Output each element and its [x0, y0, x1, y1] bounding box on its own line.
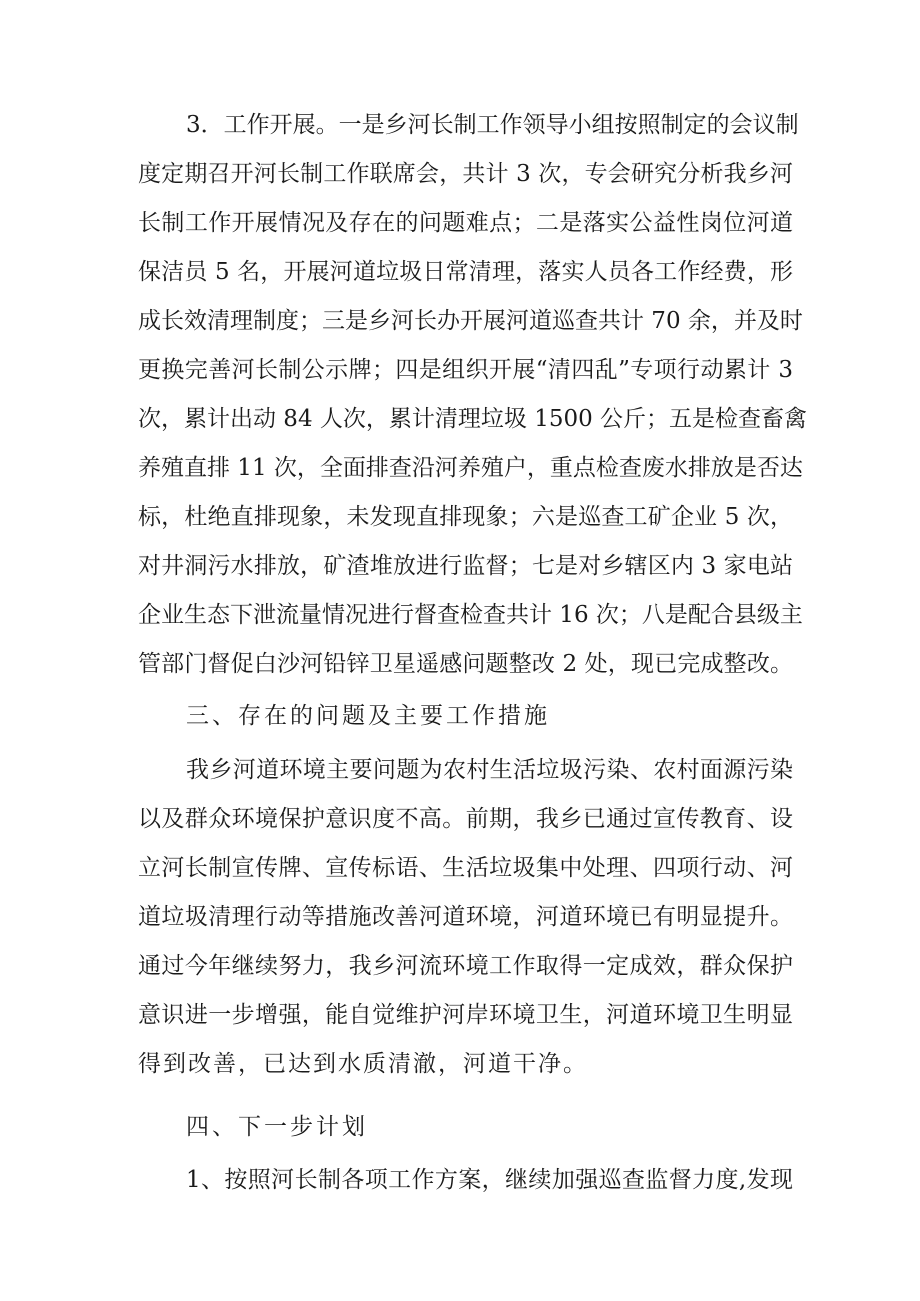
paragraph-line: 养殖直排 11 次，全面排查沿河养殖户，重点检查废水排放是否达 — [138, 455, 803, 481]
paragraph-line: 标，杜绝直排现象，未发现直排现象；六是巡查工矿企业 5 次， — [138, 504, 793, 530]
paragraph-line: 更换完善河长制公示牌；四是组织开展“清四乱”专项行动累计 3 — [138, 357, 793, 383]
paragraph-line: 1、按照河长制各项工作方案，继续加强巡查监督力度,发现 — [186, 1167, 793, 1193]
paragraph-line: 成长效清理制度；三是乡河长办开展河道巡查共计 70 余，并及时 — [138, 308, 803, 334]
paragraph-line: 通过今年继续努力，我乡河流环境工作取得一定成效，群众保护 — [138, 953, 793, 979]
paragraph-line: 企业生态下泄流量情况进行督查检查共计 16 次；八是配合县级主 — [138, 602, 803, 628]
paragraph-line: 得到改善，已达到水质清澈，河道干净。 — [138, 1051, 588, 1077]
paragraph-line: 长制工作开展情况及存在的问题难点；二是落实公益性岗位河道 — [138, 210, 793, 236]
paragraph-line: 次，累计出动 84 人次，累计清理垃圾 1500 公斤；五是检查畜禽 — [138, 406, 808, 432]
paragraph-line: 管部门督促白沙河铅锌卫星遥感问题整改 2 处，现已完成整改。 — [138, 651, 793, 677]
paragraph-line: 以及群众环境保护意识度不高。前期，我乡已通过宣传教育、设 — [138, 806, 793, 832]
paragraph-line: 3．工作开展。一是乡河长制工作领导小组按照制定的会议制 — [186, 112, 799, 138]
paragraph-line: 我乡河道环境主要问题为农村生活垃圾污染、农村面源污染 — [186, 757, 793, 783]
paragraph-line: 道垃圾清理行动等措施改善河道环境，河道环境已有明显提升。 — [138, 904, 793, 930]
paragraph-line: 意识进一步增强，能自觉维护河岸环境卫生，河道环境卫生明显 — [138, 1002, 793, 1028]
paragraph-line: 对井洞污水排放，矿渣堆放进行监督；七是对乡辖区内 3 家电站 — [138, 553, 793, 579]
paragraph-line: 保洁员 5 名，开展河道垃圾日常清理，落实人员各工作经费，形 — [138, 259, 793, 285]
paragraph-line: 度定期召开河长制工作联席会，共计 3 次，专会研究分析我乡河 — [138, 161, 793, 187]
section-heading-next-plan: 四、下一步计划 — [186, 1114, 368, 1140]
paragraph-line: 立河长制宣传牌、宣传标语、生活垃圾集中处理、四项行动、河 — [138, 855, 793, 881]
section-heading-problems: 三、存在的问题及主要工作措施 — [186, 703, 550, 729]
